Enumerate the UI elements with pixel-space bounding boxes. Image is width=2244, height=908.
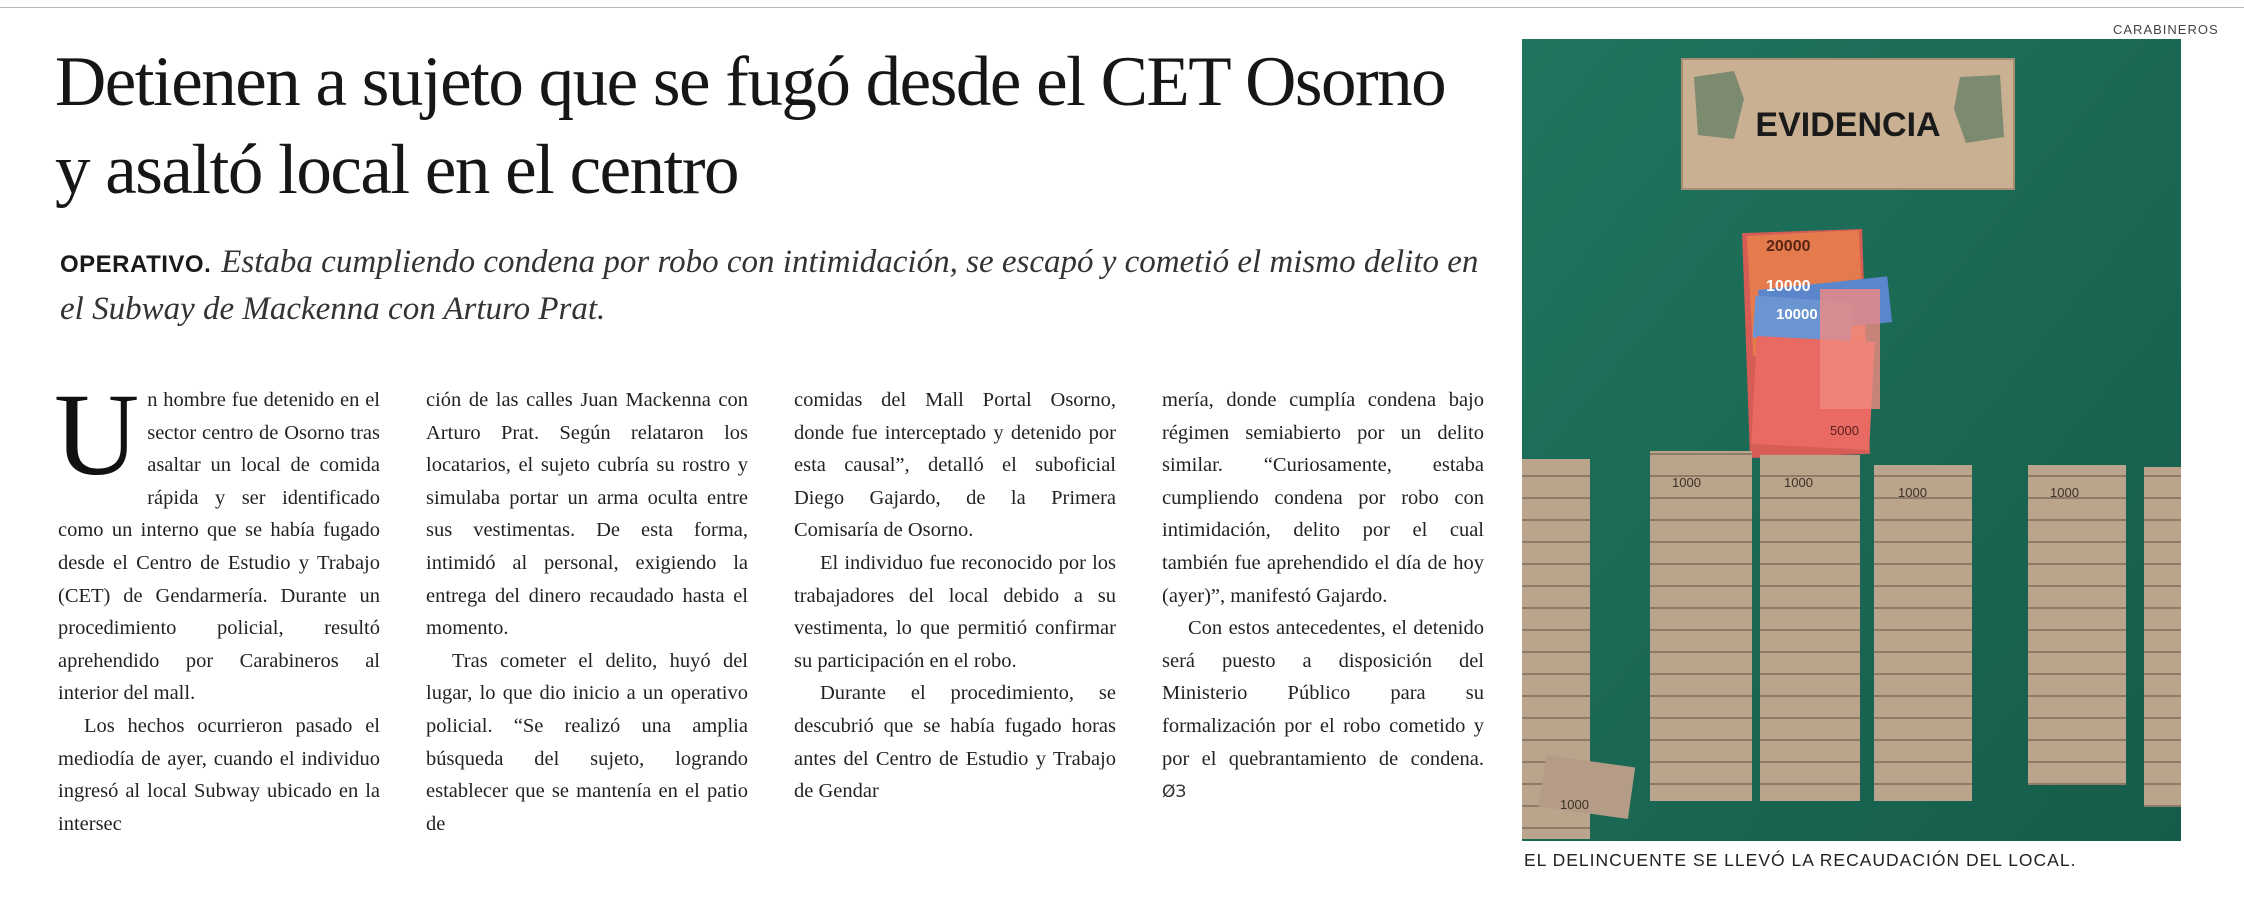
banknote-10000-label: 10000 [1776, 306, 1818, 323]
body-paragraph: Los hechos ocurrieron pasado el mediodía de ayer, cuando el individuo ingresó al local Subway ubicado en la intersec [58, 714, 380, 835]
end-mark-icon: ØЗ [1162, 782, 1187, 803]
body-paragraph: Un hombre fue detenido en el sector centro de Osorno tras asaltar un local de comida rápida y ser identificado como un interno que se había fugado desde el Centro de Estudio y Trabajo (CET) de Gendarmería. Durante un procedimiento policial, resultó aprehendido por Carabineros al interior del mall. [54, 369, 380, 705]
headline: Detienen a sujeto que se fugó desde el CET Osorno y asaltó local en el centro [55, 43, 1446, 209]
article-column-4 [1162, 384, 1484, 809]
banknote-20000-label: 20000 [1766, 238, 1811, 255]
photo-caption: EL DELINCUENTE SE LLEVÓ LA RECAUDACIÓN DEL LOCAL. [1524, 850, 2077, 870]
body-paragraph: ción de las calles Juan Mackenna con Arturo Prat. Según relataron los locatarios, el sujeto cubría su rostro y simulaba portar un arma oculta entre sus vestimentas. De esta forma, intimidó al personal, exigiendo la entrega del dinero recaudado hasta el momento. [426, 389, 748, 640]
article-column-3 [794, 384, 1116, 808]
body-paragraph: mería, donde cumplía condena bajo régimen semiabierto por un delito similar. “Curiosamente, estaba cumpliendo condena por robo con intimidación, delito por el cual también fue aprehendido el día de hoy (ayer)”, manifestó Gajardo. [1162, 389, 1484, 607]
body-paragraph: Durante el procedimiento, se descubrió que se había fugado horas antes del Centro de Estudio y Trabajo de Gendar [794, 682, 1116, 803]
body-paragraph: Tras cometer el delito, huyó del lugar, lo que dio inicio a un operativo policial. “Se realizó una amplia búsqueda del sujeto, logrando establecer que se mantenía en el patio de [426, 649, 748, 835]
banknote-1000-label: 1000 [1560, 797, 1589, 812]
article-column-1 [54, 369, 380, 840]
deck [60, 240, 1480, 331]
banknote-10000-label: 10000 [1766, 278, 1811, 295]
body-paragraph: Con estos antecedentes, el detenido será puesto a disposición del Ministerio Público para su formalización por el robo cometido y por el quebrantamiento de condena. ØЗ [1162, 617, 1484, 803]
banknote-1000-label: 1000 [1672, 475, 1701, 490]
kicker: OPERATIVO. [60, 251, 212, 278]
banknote-1000-label: 1000 [1898, 485, 1927, 500]
body-paragraph: comidas del Mall Portal Osorno, donde fue interceptado y detenido por esta causal”, detalló el suboficial Diego Gajardo, de la Primera Comisaría de Osorno. [794, 389, 1116, 542]
article-column-2 [426, 384, 748, 840]
evidence-photo [1522, 39, 2181, 841]
banknote-1000-label: 1000 [2050, 485, 2079, 500]
banknote-5000-label: 5000 [1830, 423, 1859, 438]
evidence-sign-text: EVIDENCIA [1755, 106, 1941, 144]
banknote-1000-label: 1000 [1784, 475, 1813, 490]
evidence-sign [1682, 59, 2014, 189]
body-paragraph: El individuo fue reconocido por los trabajadores del local debido a su vestimenta, lo que permitió confirmar su participación en el robo. [794, 551, 1116, 672]
top-rule [0, 7, 2244, 8]
dropcap: U [54, 369, 140, 500]
deck-text: Estaba cumpliendo condena por robo con intimidación, se escapó y cometió el mismo delito en el Subway de Mackenna con Arturo Prat. [60, 244, 1479, 327]
photo-credit: CARABINEROS [2113, 22, 2219, 37]
